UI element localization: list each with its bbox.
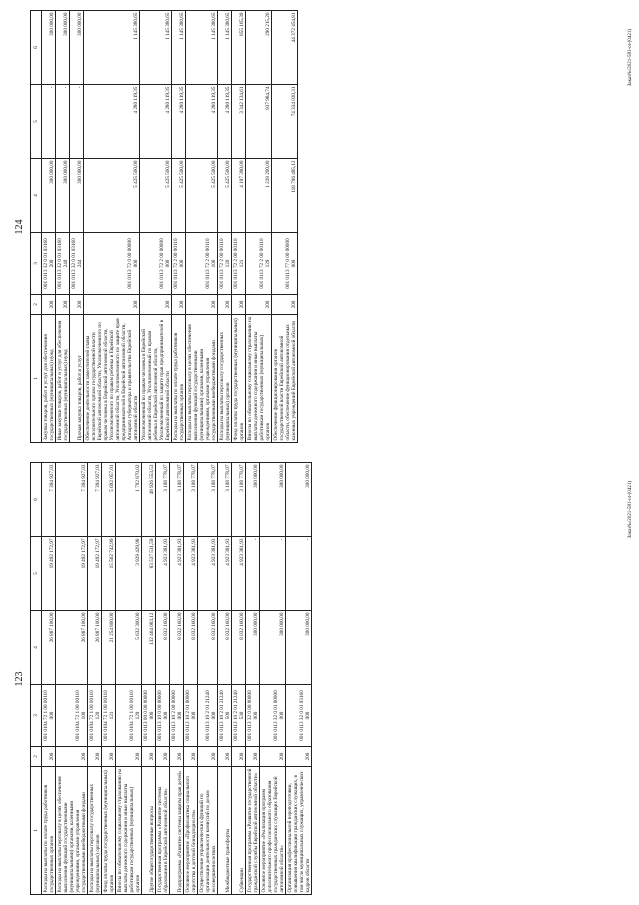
remaining-amount-cell: 855 165,39: [232, 11, 246, 85]
remaining-amount-cell: 300 000,00: [260, 463, 286, 537]
row-name-cell: Иные закупки товаров, работ и услуг для обеспечения государственных (муниципальных) нужд: [56, 315, 70, 443]
column-header: 2: [31, 295, 42, 315]
table-row: [156, 463, 170, 895]
executed-amount-cell: 4 280 119,35: [172, 85, 186, 159]
remaining-amount-cell: 48 926 553,53: [142, 463, 156, 537]
approved-amount-cell: 8 032 160,00: [156, 611, 170, 685]
row-code-cell: 200: [246, 295, 272, 315]
classification-code-cell: 001 0113 10 2 01 21240 530: [232, 685, 246, 747]
approved-amount-cell: 300 000,00: [42, 159, 56, 233]
executed-amount-cell: 3 929 429,98: [116, 537, 142, 611]
row-name-cell: Прочая закупка товаров, работ и услуг: [70, 315, 84, 443]
row-name-cell: Расходы на выплаты по оплате труда работников государственных органов: [42, 767, 56, 895]
executed-amount-cell: 4 280 119,35: [186, 85, 218, 159]
executed-amount-cell: 4 280 119,35: [84, 85, 140, 159]
executed-amount-cell: 19 492 172,97: [42, 537, 56, 611]
row-code-cell: 200: [70, 295, 84, 315]
remaining-amount-cell: 7 394 927,03: [88, 463, 102, 537]
classification-code-cell: 001 0113 32 0 00 00000 000: [246, 685, 260, 747]
approved-amount-cell: 118 706 485,12: [272, 159, 298, 233]
row-name-cell: Подпрограмма «Развитие системы защиты прав детей»: [170, 767, 184, 895]
table-row: [42, 463, 56, 895]
remaining-amount-cell: 3 108 778,07: [232, 463, 246, 537]
row-code-cell: 200: [232, 295, 246, 315]
table-row: [198, 463, 218, 895]
row-code-cell: 200: [42, 747, 56, 767]
approved-amount-cell: 300 000,00: [260, 611, 286, 685]
classification-code-cell: 001 0113 32 0 01 03160 240: [56, 233, 70, 295]
classification-code-cell: 001 0113 10 0 00 00000 000: [156, 685, 170, 747]
approved-amount-cell: 5 425 500,00: [140, 159, 172, 233]
table-row: [116, 463, 142, 895]
classification-code-cell: 001 0113 10 2 01 21240 500: [218, 685, 232, 747]
executed-amount-cell: 19 492 172,97: [88, 537, 102, 611]
row-code-cell: 200: [272, 295, 298, 315]
row-name-cell: Субвенции: [232, 767, 246, 895]
remaining-amount-cell: 300 000,00: [70, 11, 84, 85]
remaining-amount-cell: 1 145 380,65: [186, 11, 218, 85]
classification-code-cell: 001 0113 72 2 00 00110 129: [246, 233, 272, 295]
budget-table: [30, 10, 298, 443]
row-code-cell: 200: [84, 295, 140, 315]
approved-amount-cell: 5 425 500,00: [172, 159, 186, 233]
row-name-cell: Расходы на выплаты персоналу государственных (муниципальных) органов: [88, 767, 102, 895]
row-code-cell: 200: [232, 747, 246, 767]
row-code-cell: 200: [156, 747, 170, 767]
approved-amount-cell: 300 000,00: [246, 611, 260, 685]
classification-code-cell: 001 0104 72 1 00 00110 120: [88, 685, 102, 747]
approved-amount-cell: 26 887 100,00: [42, 611, 56, 685]
table-row: [218, 11, 232, 443]
remaining-amount-cell: 1 145 380,65: [218, 11, 232, 85]
row-name-cell: Фонд оплаты труда государственных (муниципальных) органов: [232, 315, 246, 443]
executed-amount-cell: 4 923 381,93: [198, 537, 218, 611]
remaining-amount-cell: 1 145 380,65: [84, 11, 140, 85]
classification-code-cell: 001 0113 72 2 00 00000 000: [140, 233, 172, 295]
classification-code-cell: 001 0113 10 2 01 00000 000: [184, 685, 198, 747]
table-body: [42, 463, 312, 895]
table-row: [246, 463, 260, 895]
row-code-cell: 200: [56, 747, 88, 767]
row-name-cell: Основное мероприятие «Профилактика социального сиротства и детской безнадзорности»: [184, 767, 198, 895]
table-row: [84, 11, 140, 443]
row-name-cell: Государственная программа «Развитие государственной гражданской службы Еврейской автономной области»: [246, 767, 260, 895]
row-name-cell: Фонд оплаты труда государственных (муниципальных) органов: [102, 767, 116, 895]
row-code-cell: 200: [260, 747, 286, 767]
approved-amount-cell: 26 887 100,00: [88, 611, 102, 685]
approved-amount-cell: 8 032 160,00: [218, 611, 232, 685]
executed-amount-cell: 19 492 172,97: [56, 537, 88, 611]
table-row: [272, 11, 298, 443]
row-code-cell: 200: [88, 747, 102, 767]
executed-amount-cell: 4 923 381,93: [156, 537, 170, 611]
row-name-cell: Взносы по обязательному социальному страхованию на выплаты денежного содержания и иные выплаты работникам государственных (муниципальных) органов: [116, 767, 142, 895]
row-name-cell: Организация профессиональной переподготовки, повышения квалификации гражданских служащих, в том числе муниципальных служащих, управленческих кадров области: [286, 767, 312, 895]
approved-amount-cell: 5 425 500,00: [84, 159, 140, 233]
executed-amount-cell: -: [56, 85, 70, 159]
row-name-cell: Осуществление управленческих функций по организации деятельности комиссий по делам несовершеннолетних: [198, 767, 218, 895]
table-row: [142, 463, 156, 895]
column-header: 1: [31, 315, 42, 443]
table-row: [232, 11, 246, 443]
remaining-amount-cell: 300 000,00: [56, 11, 70, 85]
table-body: [42, 11, 298, 443]
page-number: 123: [14, 671, 25, 687]
row-code-cell: 200: [102, 747, 116, 767]
remaining-amount-cell: 7 394 927,03: [56, 463, 88, 537]
table-header-row: [31, 11, 42, 443]
approved-amount-cell: 300 000,00: [56, 159, 70, 233]
table-row: [102, 463, 116, 895]
row-code-cell: 200: [42, 295, 56, 315]
classification-code-cell: 001 0104 72 1 00 00110 100: [56, 685, 88, 747]
row-name-cell: Уполномоченный по правам человека в Еврейской автономной области, Уполномоченный по правам ребенка в Еврейской автономной области, Уполномоченный по защите прав предпринимателей в Еврейской автономной области: [140, 315, 172, 443]
row-name-cell: Другие общегосударственные вопросы: [142, 767, 156, 895]
classification-code-cell: 001 0113 72 2 00 00110 121: [232, 233, 246, 295]
classification-code-cell: 001 0113 00 0 00 00000 000: [142, 685, 156, 747]
executed-amount-cell: 83 537 531,59: [142, 537, 156, 611]
budget-table: [30, 462, 312, 895]
row-code-cell: 200: [170, 747, 184, 767]
remaining-amount-cell: 1 145 380,65: [172, 11, 186, 85]
approved-amount-cell: 8 032 160,00: [184, 611, 198, 685]
classification-code-cell: 001 0104 72 1 00 00110 121: [102, 685, 116, 747]
remaining-amount-cell: 3 108 778,07: [156, 463, 170, 537]
remaining-amount-cell: 44 372 454,81: [272, 11, 298, 85]
row-name-cell: Расходы на выплаты по оплате труда работников государственных органов: [172, 315, 186, 443]
remaining-amount-cell: 300 000,00: [286, 463, 312, 537]
remaining-amount-cell: 300 000,00: [246, 463, 260, 537]
table-row: [88, 463, 102, 895]
row-name-cell: Расходы на выплаты персоналу в целях обеспечения выполнения функций государственными (муниципальными) органами, казенными учреждениями, органами управления государственными внебюджетными фондами: [56, 767, 88, 895]
row-code-cell: 200: [184, 747, 198, 767]
remaining-amount-cell: 290 215,26: [246, 11, 272, 85]
table-row: [172, 11, 186, 443]
remaining-amount-cell: 1 145 380,65: [140, 11, 172, 85]
approved-amount-cell: 8 032 160,00: [198, 611, 218, 685]
table-row: [70, 11, 84, 443]
table-header-row: [31, 463, 42, 895]
table-row: [232, 463, 246, 895]
executed-amount-cell: 4 923 381,93: [232, 537, 246, 611]
page-left: [0, 453, 639, 905]
table-row: [42, 11, 56, 443]
row-code-cell: 200: [186, 295, 218, 315]
classification-code-cell: 001 0113 32 0 01 03160 244: [70, 233, 84, 295]
row-name-cell: Государственная программа «Развитие системы образования в Еврейской автономной области»: [156, 767, 170, 895]
column-header: 2: [31, 747, 42, 767]
classification-code-cell: 001 0113 10 2 01 21240 000: [198, 685, 218, 747]
classification-code-cell: 001 0113 72 2 00 00110 000: [172, 233, 186, 295]
row-code-cell: 200: [246, 747, 260, 767]
row-code-cell: 200: [218, 295, 232, 315]
footer-order-number: Заказ№/2021-581-ot-(0421): [628, 481, 633, 539]
remaining-amount-cell: 3 108 778,07: [198, 463, 218, 537]
row-code-cell: 200: [172, 295, 186, 315]
classification-code-cell: 001 0113 32 0 01 03160 200: [42, 233, 56, 295]
table-row: [170, 463, 184, 895]
table-row: [246, 11, 272, 443]
approved-amount-cell: 300 000,00: [70, 159, 84, 233]
column-header: 6: [31, 463, 42, 537]
page-number: 124: [14, 219, 25, 235]
executed-amount-cell: 4 923 381,93: [218, 537, 232, 611]
classification-code-cell: 001 0104 72 1 00 00110 000: [42, 685, 56, 747]
column-header: 3: [31, 685, 42, 747]
remaining-amount-cell: 3 108 778,07: [184, 463, 198, 537]
table-row: [56, 463, 88, 895]
executed-amount-cell: 4 280 119,35: [218, 85, 232, 159]
approved-amount-cell: 26 887 100,00: [56, 611, 88, 685]
classification-code-cell: 001 0113 72 2 00 00110 120: [218, 233, 232, 295]
column-header: 5: [31, 537, 42, 611]
table-row: [140, 11, 172, 443]
row-code-cell: 200: [116, 747, 142, 767]
table-row: [286, 463, 312, 895]
remaining-amount-cell: 300 000,00: [42, 11, 56, 85]
approved-amount-cell: 5 425 500,00: [186, 159, 218, 233]
remaining-amount-cell: 5 692 057,01: [102, 463, 116, 537]
remaining-amount-cell: 7 394 927,03: [42, 463, 56, 537]
row-code-cell: 200: [142, 747, 156, 767]
column-header: 3: [31, 233, 42, 295]
row-code-cell: 200: [286, 747, 312, 767]
row-name-cell: Основное мероприятие «Реализация программ дополнительного профессионального образования государственных гражданских служащих Еврейской автономной области»: [260, 767, 286, 895]
executed-amount-cell: -: [246, 537, 260, 611]
classification-code-cell: 001 0113 32 0 01 00000 000: [260, 685, 286, 747]
executed-amount-cell: -: [260, 537, 286, 611]
row-code-cell: 200: [56, 295, 70, 315]
row-name-cell: Расходы на выплаты персоналу в целях обеспечения выполнения функций государственными (муниципальными) органами, казенными учреждениями, органами управления государственными внебюджетными фондами: [186, 315, 218, 443]
remaining-amount-cell: 3 108 778,07: [170, 463, 184, 537]
row-code-cell: 200: [140, 295, 172, 315]
table-row: [260, 463, 286, 895]
executed-amount-cell: 4 923 381,93: [184, 537, 198, 611]
executed-amount-cell: -: [286, 537, 312, 611]
row-code-cell: 200: [198, 747, 218, 767]
row-name-cell: Обеспечение деятельности заместителей главы исполнительного органа государственной власти Еврейской автономной области, Уполномоченного по правам человека в Еврейской автономной области, Уполномоченного по правам ребенка в Еврейской автономной области, Уполномоченного по защите прав предпринимателей в Еврейской автономной области, Аппарата губернатора и правительства Еврейской автономной области: [84, 315, 140, 443]
executed-amount-cell: 4 280 119,35: [140, 85, 172, 159]
column-header: 6: [31, 11, 42, 85]
table-row: [218, 463, 232, 895]
executed-amount-cell: 74 334 030,31: [272, 85, 298, 159]
row-name-cell: Обеспечение функционирования органов государственной власти Еврейской автономной области, обеспечение функционирования отдельных казенных учреждений Еврейской автономной области: [272, 315, 298, 443]
table-row: [186, 11, 218, 443]
approved-amount-cell: 21 254 800,00: [102, 611, 116, 685]
row-code-cell: 200: [218, 747, 232, 767]
row-name-cell: Расходы на выплаты персоналу государственных (муниципальных) органов: [218, 315, 232, 443]
table-row: [56, 11, 70, 443]
column-header: 5: [31, 85, 42, 159]
approved-amount-cell: 300 000,00: [286, 611, 312, 685]
row-name-cell: Закупка товаров, работ и услуг для обеспечения государственных (муниципальных) нужд: [42, 315, 56, 443]
executed-amount-cell: 15 562 742,99: [102, 537, 116, 611]
approved-amount-cell: 1 228 200,00: [246, 159, 272, 233]
row-name-cell: Взносы по обязательному социальному страхованию на выплаты денежного содержания и иные выплаты работникам государственных (муниципальных) органов: [246, 315, 272, 443]
executed-amount-cell: -: [70, 85, 84, 159]
column-header: 4: [31, 611, 42, 685]
classification-code-cell: 001 0113 32 0 01 03160 000: [286, 685, 312, 747]
approved-amount-cell: 8 032 160,00: [232, 611, 246, 685]
footer-order-number: Заказ№/2021-581-ot-(0421): [628, 29, 633, 87]
approved-amount-cell: 5 632 300,00: [116, 611, 142, 685]
classification-code-cell: 001 0113 72 2 00 00110 100: [186, 233, 218, 295]
page-right: [0, 1, 639, 453]
classification-code-cell: 001 0113 77 0 00 00000 000: [272, 233, 298, 295]
executed-amount-cell: 4 923 381,93: [170, 537, 184, 611]
executed-amount-cell: 937 984,74: [246, 85, 272, 159]
classification-code-cell: 001 0113 72 0 00 00000 000: [84, 233, 140, 295]
approved-amount-cell: 4 197 390,00: [232, 159, 246, 233]
remaining-amount-cell: 3 108 778,07: [218, 463, 232, 537]
classification-code-cell: 001 0104 72 1 00 00110 129: [116, 685, 142, 747]
executed-amount-cell: -: [42, 85, 56, 159]
remaining-amount-cell: 1 702 870,02: [116, 463, 142, 537]
column-header: 4: [31, 159, 42, 233]
column-header: 1: [31, 767, 42, 895]
row-name-cell: Межбюджетные трансферты: [218, 767, 232, 895]
approved-amount-cell: 5 425 500,00: [218, 159, 232, 233]
approved-amount-cell: 8 032 160,00: [170, 611, 184, 685]
classification-code-cell: 001 0113 10 2 00 00000 000: [170, 685, 184, 747]
executed-amount-cell: 3 342 134,61: [232, 85, 246, 159]
approved-amount-cell: 132 464 083,12: [142, 611, 156, 685]
table-row: [184, 463, 198, 895]
